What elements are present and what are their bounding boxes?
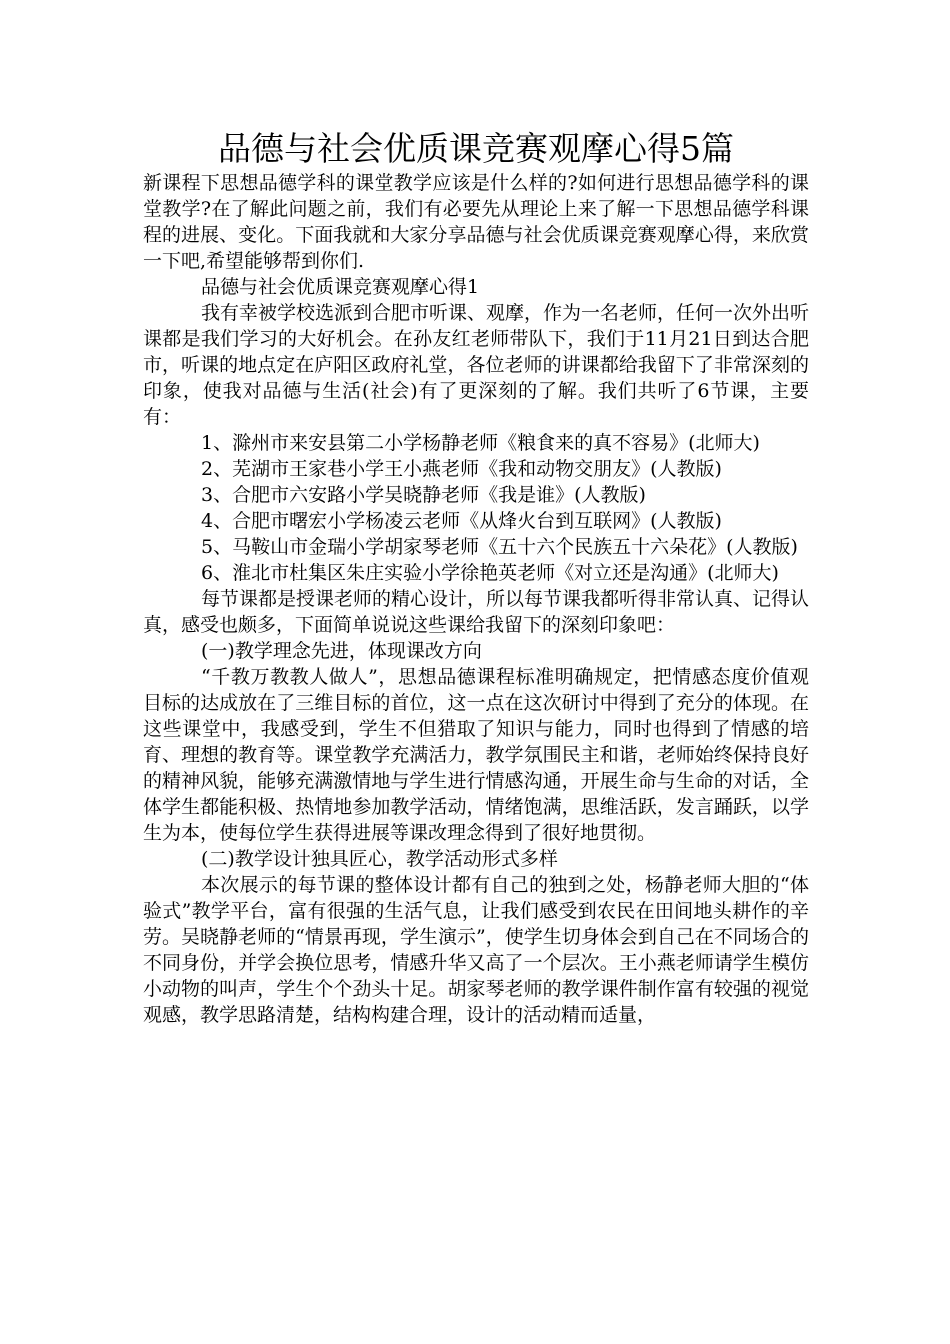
- lesson-item-5: 5、马鞍山市金瑞小学胡家琴老师《五十六个民族五十六朵花》(人教版): [201, 536, 798, 558]
- document-title: 品德与社会优质课竞赛观摩心得5篇: [218, 129, 734, 168]
- paragraph-1: 我有幸被学校选派到合肥市听课、观摩，作为一名老师，任何一次外出听课都是我们学习的大好机会。在孙友红老师带队下，我们于11月21日到达合肥市，听课的地点定在庐阳区政府礼堂，各位老师的讲课都给我留下了非常深刻的印象，使我对品德与生活(社会)有了更深刻的了解。我们共听了6节课，主要有：: [143, 302, 810, 428]
- lesson-item-1: 1、滁州市来安县第二小学杨静老师《粮食来的真不容易》(北师大): [201, 432, 760, 454]
- lesson-item-4: 4、合肥市曙宏小学杨凌云老师《从烽火台到互联网》(人教版): [201, 510, 722, 532]
- subheading-2: (二)教学设计独具匠心，教学活动形式多样: [201, 848, 558, 870]
- lesson-item-3: 3、合肥市六安路小学吴晓静老师《我是谁》(人教版): [201, 484, 646, 506]
- lesson-item-2: 2、芜湖市王家巷小学王小燕老师《我和动物交朋友》(人教版): [201, 458, 722, 480]
- section-heading: 品德与社会优质课竞赛观摩心得1: [201, 276, 480, 298]
- subheading-1: (一)教学理念先进，体现课改方向: [201, 640, 482, 662]
- intro-paragraph: 新课程下思想品德学科的课堂教学应该是什么样的?如何进行思想品德学科的课堂教学?在了解此问题之前，我们有必要先从理论上来了解一下思想品德学科课程的进展、变化。下面我就和大家分享品德与社会优质课竞赛观摩心得，来欣赏一下吧,希望能够帮到你们.: [143, 172, 809, 272]
- paragraph-4: 本次展示的每节课的整体设计都有自己的独到之处，杨静老师大胆的“体验式”教学平台，富有很强的生活气息，让我们感受到农民在田间地头耕作的辛劳。吴晓静老师的“情景再现，学生演示”，使学生切身体会到自己在不同场合的不同身份，并学会换位思考，情感升华又高了一个层次。王小燕老师请学生模仿小动物的叫声，学生个个劲头十足。胡家琴老师的教学课件制作富有较强的视觉观感，教学思路清楚，结构构建合理，设计的活动精而适量，: [143, 874, 809, 1026]
- lesson-item-6: 6、淮北市杜集区朱庄实验小学徐艳英老师《对立还是沟通》(北师大): [201, 562, 779, 584]
- paragraph-3: “千教万教教人做人”，思想品德课程标准明确规定，把情感态度价值观目标的达成放在了三维目标的首位，这一点在这次研讨中得到了充分的体现。在这些课堂中，我感受到，学生不但猎取了知识与能力，同时也得到了情感的培育、理想的教育等。课堂教学充满活力，教学氛围民主和谐，老师始终保持良好的精神风貌，能够充满激情地与学生进行情感沟通，开展生命与生命的对话，全体学生都能积极、热情地参加教学活动，情绪饱满，思维活跃，发言踊跃，以学生为本，使每位学生获得进展等课改理念得到了很好地贯彻。: [143, 666, 809, 844]
- document-page: [143, 128, 809, 1028]
- paragraph-2: 每节课都是授课老师的精心设计，所以每节课我都听得非常认真、记得认真，感受也颇多，下面简单说说这些课给我留下的深刻印象吧：: [143, 588, 810, 636]
